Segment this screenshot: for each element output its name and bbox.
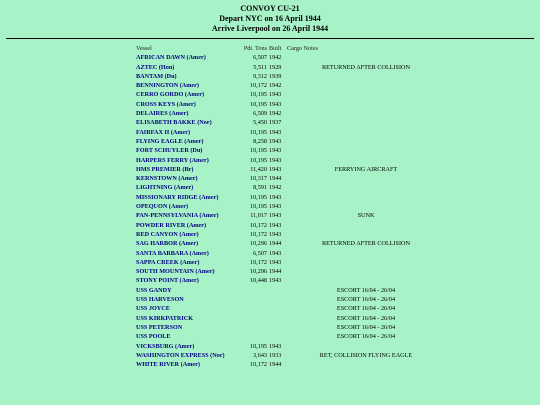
- built-cell: 1943: [269, 128, 282, 136]
- built-cell: 1943: [269, 230, 282, 238]
- built-cell: 1943: [269, 342, 282, 350]
- built-cell: 1942: [269, 82, 282, 90]
- tons-cell: 10,296: [249, 240, 267, 248]
- departure-line: Depart NYC on 16 April 1944: [219, 14, 321, 23]
- tons-cell: 11,420: [250, 165, 267, 173]
- vessel-name: MISSIONARY RIDGE (Amer): [136, 193, 219, 201]
- vessel-name: STONY POINT (Amer): [136, 277, 199, 285]
- built-cell: 1942: [269, 110, 282, 118]
- vessel-name: FORT SCHUYLER (Du): [136, 147, 203, 155]
- tons-cell: 8,591: [253, 184, 267, 192]
- vessel-name: HMS PREMIER (Br): [136, 165, 194, 173]
- tons-cell: 10,195: [249, 91, 267, 99]
- built-cell: 1943: [269, 249, 282, 257]
- vessel-name: USS PETERSON: [136, 323, 183, 331]
- vessel-name: OPEQUON (Amer): [136, 203, 189, 211]
- tons-cell: 11,017: [250, 212, 267, 220]
- notes-cell: SUNK: [357, 212, 375, 220]
- column-header-notes: Cargo Notes: [287, 45, 318, 52]
- vessel-name: WASHINGTON EXPRESS (Nor): [136, 351, 225, 359]
- tons-cell: 10,195: [249, 342, 267, 350]
- tons-cell: 10,448: [249, 277, 267, 285]
- tons-cell: 3,643: [253, 351, 267, 359]
- page-header: [0, 0, 540, 34]
- built-cell: 1944: [269, 175, 282, 183]
- vessel-name: USS JOYCE: [136, 305, 170, 313]
- tons-cell: 6,507: [253, 54, 267, 62]
- vessel-name: VICKSBURG (Amer): [136, 342, 195, 350]
- tons-cell: 10,172: [249, 258, 267, 266]
- tons-cell: 10,317: [249, 175, 267, 183]
- convoy-title: CONVOY CU-21: [240, 4, 300, 13]
- tons-cell: 10,195: [249, 100, 267, 108]
- tons-cell: 10,172: [249, 361, 267, 369]
- notes-cell: ESCORT 16/04 - 26/04: [336, 286, 396, 294]
- vessel-name: BANTAM (Du): [136, 72, 177, 80]
- column-header-tons: Pdt. Tons: [243, 45, 267, 52]
- tons-cell: 9,312: [253, 72, 267, 80]
- built-cell: 1942: [269, 184, 282, 192]
- vessel-name: CROSS KEYS (Amer): [136, 100, 196, 108]
- built-cell: 1944: [269, 240, 282, 248]
- tons-cell: 10,172: [249, 221, 267, 229]
- built-cell: 1944: [269, 268, 282, 276]
- tons-cell: 10,172: [249, 230, 267, 238]
- vessel-name: AZTEC (Hon): [136, 63, 175, 71]
- built-cell: 1943: [269, 156, 282, 164]
- vessel-name: WHITE RIVER (Amer): [136, 361, 200, 369]
- built-cell: 1929: [269, 63, 282, 71]
- tons-cell: 10,195: [249, 147, 267, 155]
- vessel-name: HARPERS FERRY (Amer): [136, 156, 209, 164]
- built-cell: 1943: [269, 221, 282, 229]
- tons-cell: 5,511: [253, 63, 267, 71]
- vessel-name: USS HARVESON: [136, 296, 184, 304]
- vessel-name: CERRO GORDO (Amer): [136, 91, 205, 99]
- vessel-name: DELAIRES (Amer): [136, 110, 189, 118]
- built-cell: 1943: [269, 147, 282, 155]
- vessel-name: KERNSTOWN (Amer): [136, 175, 198, 183]
- tons-cell: 10,195: [249, 203, 267, 211]
- built-cell: 1943: [269, 193, 282, 201]
- vessel-name: USS POOLE: [136, 333, 171, 341]
- built-cell: 1937: [269, 119, 282, 127]
- built-cell: 1944: [269, 361, 282, 369]
- built-cell: 1939: [269, 72, 282, 80]
- vessel-name: LIGHTNING (Amer): [136, 184, 194, 192]
- notes-cell: ESCORT 16/04 - 26/04: [336, 333, 396, 341]
- tons-cell: 10,172: [249, 82, 267, 90]
- built-cell: 1943: [269, 258, 282, 266]
- vessel-name: FAIRFAX II (Amer): [136, 128, 191, 136]
- notes-cell: RETURNED AFTER COLLISION: [322, 240, 410, 248]
- column-header-built: Built: [269, 45, 282, 52]
- built-cell: 1943: [269, 277, 282, 285]
- notes-cell: ESCORT 16/04 - 26/04: [336, 314, 396, 322]
- built-cell: 1943: [269, 212, 282, 220]
- vessel-name: POWDER RIVER (Amer): [136, 221, 207, 229]
- built-cell: 1943: [269, 91, 282, 99]
- vessel-name: BENNINGTON (Amer): [136, 82, 199, 90]
- tons-cell: 8,258: [253, 137, 267, 145]
- built-cell: 1943: [269, 165, 282, 173]
- notes-cell: RETURNED AFTER COLLISION: [322, 63, 410, 71]
- vessel-name: USS KIRKPATRICK: [136, 314, 194, 322]
- vessel-name: PAN-PENNSYLVANIA (Amer): [136, 212, 219, 220]
- column-header-vessel: Vessel: [136, 45, 152, 52]
- notes-cell: ESCORT 16/04 - 26/04: [336, 305, 396, 313]
- tons-cell: 10,195: [249, 128, 267, 136]
- vessel-name: FLYING EAGLE (Amer): [136, 137, 204, 145]
- vessel-name: RED CANYON (Amer): [136, 230, 199, 238]
- vessel-name: SANTA BARBARA (Amer): [136, 249, 209, 257]
- tons-cell: 10,195: [249, 156, 267, 164]
- notes-cell: ESCORT 16/04 - 26/04: [336, 296, 396, 304]
- header-divider: [6, 38, 534, 39]
- vessel-name: SAG HARBOR (Amer): [136, 240, 199, 248]
- tons-cell: 5,450: [253, 119, 267, 127]
- built-cell: 1943: [269, 137, 282, 145]
- built-cell: 1943: [269, 203, 282, 211]
- vessel-name: SOUTH MOUNTAIN (Amer): [136, 268, 215, 276]
- tons-cell: 10,296: [249, 268, 267, 276]
- tons-cell: 10,195: [249, 193, 267, 201]
- built-cell: 1933: [269, 351, 282, 359]
- notes-cell: RET, COLLISION FLYING EAGLE: [319, 351, 413, 359]
- vessel-name: SAPPA CREEK (Amer): [136, 258, 200, 266]
- vessel-name: ELISABETH BAKKE (Nor): [136, 119, 212, 127]
- built-cell: 1943: [269, 100, 282, 108]
- built-cell: 1942: [269, 54, 282, 62]
- tons-cell: 6,507: [253, 249, 267, 257]
- vessel-name: AFRICAN DAWN (Amer): [136, 54, 206, 62]
- notes-cell: ESCORT 16/04 - 26/04: [336, 323, 396, 331]
- arrival-line: Arrive Liverpool on 26 April 1944: [211, 24, 329, 33]
- tons-cell: 6,509: [253, 110, 267, 118]
- notes-cell: FERRYING AIRCRAFT: [334, 165, 398, 173]
- vessel-name: USS GANDY: [136, 286, 172, 294]
